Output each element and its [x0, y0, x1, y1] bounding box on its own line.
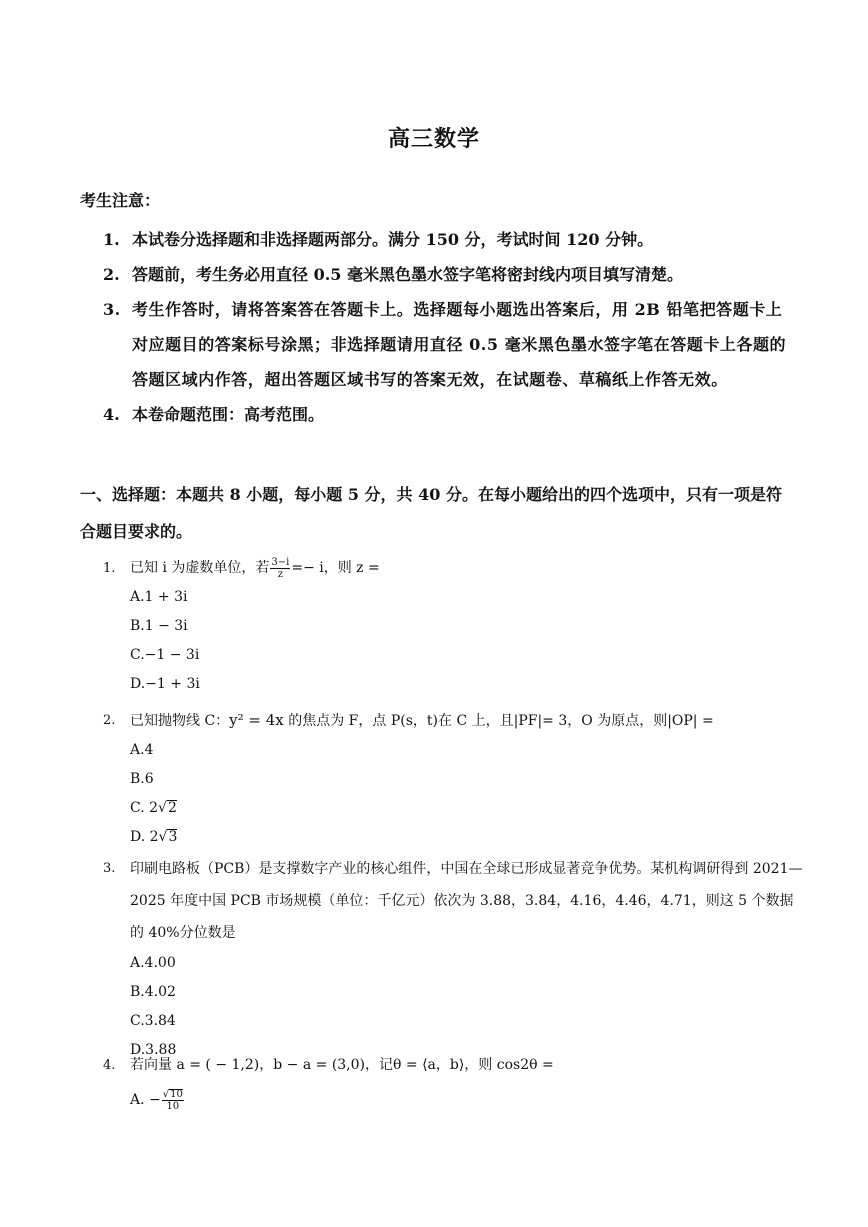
page-title: 高三数学 [387, 126, 480, 152]
question-text: 已知 i 为虚数单位，若 [130, 560, 270, 576]
question-4 [103, 1051, 803, 1120]
question-number: 4. [103, 1058, 116, 1073]
question-1 [103, 554, 803, 699]
notice-item-number: 4. [103, 405, 120, 424]
question-number: 1. [103, 561, 116, 576]
option-prefix: A. − [130, 1092, 161, 1108]
fraction-denominator: z [277, 568, 283, 580]
option-c: C.3.84 [130, 1013, 176, 1029]
section-heading: 一、选择题：本题共 8 小题，每小题 5 分，共 40 分。在每小题给出的四个选项中，只有一项是符合题目要求的。 [80, 485, 782, 541]
option-d: D.−1 + 3i [130, 676, 200, 692]
notice-item [103, 222, 793, 257]
option-a: A.1 + 3i [130, 589, 188, 605]
radicand: 2 [167, 800, 177, 816]
option-d: D.3.88 [130, 1042, 177, 1058]
question-stem [103, 1051, 803, 1080]
question-text: 印刷电路板（PCB）是支撑数字产业的核心组件，中国在全球已形成显著竞争优势。某机构调研得到 2021—2025 年度中国 PCB 市场规模（单位：千亿元）依次为 3.88，3.84，4.16，4.46，4.71，则这 5 个数据的 40%分位数是 [130, 861, 803, 941]
fraction-denominator: 10 [166, 1100, 180, 1112]
option-c: C.−1 − 3i [130, 647, 200, 663]
option-c: C. 2√2 [130, 800, 177, 816]
option-b: B.6 [130, 771, 154, 787]
notice-list [103, 222, 793, 432]
radicand: 10 [170, 1088, 183, 1100]
option-prefix: D. 2 [130, 829, 159, 845]
option-b: B.4.02 [130, 984, 176, 1000]
fraction [162, 1089, 184, 1112]
equation: y² = 4x [229, 711, 284, 729]
option-b: B.1 − 3i [130, 618, 188, 634]
option-prefix: C. 2 [130, 800, 159, 816]
fraction-numerator: 3−i [271, 556, 290, 568]
question-number: 2. [103, 713, 116, 728]
notice-item-number: 1. [103, 230, 120, 249]
question-text: =− i，则 z = [291, 560, 380, 576]
option-a [103, 1080, 803, 1120]
notice-item-number: 2. [103, 265, 120, 284]
notice-item [103, 292, 793, 397]
fraction [270, 557, 290, 580]
notice-item-number: 3. [103, 300, 121, 319]
notice-item-text: 本卷命题范围：高考范围。 [132, 405, 325, 424]
notice-item-text: 考生作答时，请将答案答在答题卡上。选择题每小题选出答案后，用 2B 铅笔把答题卡上对应题目的答案标号涂黑；非选择题请用直径 0.5 毫米黑色墨水签字笔在答题卡上各题的答题区域内作答，超出答题区域书写的答案无效，在试题卷、草稿纸上作答无效。 [132, 300, 787, 389]
notice-item [103, 397, 793, 432]
fraction-numerator: √10 [162, 1088, 183, 1100]
notice-heading: 考生注意： [80, 191, 161, 210]
question-stem [103, 853, 803, 949]
option-d: D. 2√3 [130, 829, 178, 845]
question-number: 3. [103, 861, 116, 876]
notice-item-text: 本试卷分选择题和非选择题两部分。满分 150 分，考试时间 120 分钟。 [132, 230, 654, 249]
option-a: A.4 [130, 742, 154, 758]
question-2 [103, 706, 803, 852]
notice-item [103, 257, 793, 292]
question-stem [103, 554, 803, 583]
question-text: 已知抛物线 C： [130, 713, 230, 729]
radicand: 3 [168, 829, 178, 845]
question-stem [103, 706, 803, 736]
notice-item-text: 答题前，考生务必用直径 0.5 毫米黑色墨水签字笔将密封线内项目填写清楚。 [132, 265, 683, 284]
question-text: 的焦点为 F，点 P(s，t)在 C 上，且|PF|= 3，O 为原点，则|OP| = [283, 713, 714, 729]
question-3 [103, 853, 803, 1065]
option-a: A.4.00 [130, 955, 176, 971]
question-text: 若向量 a = ( − 1,2)，b − a = (3,0)，记θ = ⟨a，b⟩，则 cos2θ = [130, 1057, 554, 1073]
